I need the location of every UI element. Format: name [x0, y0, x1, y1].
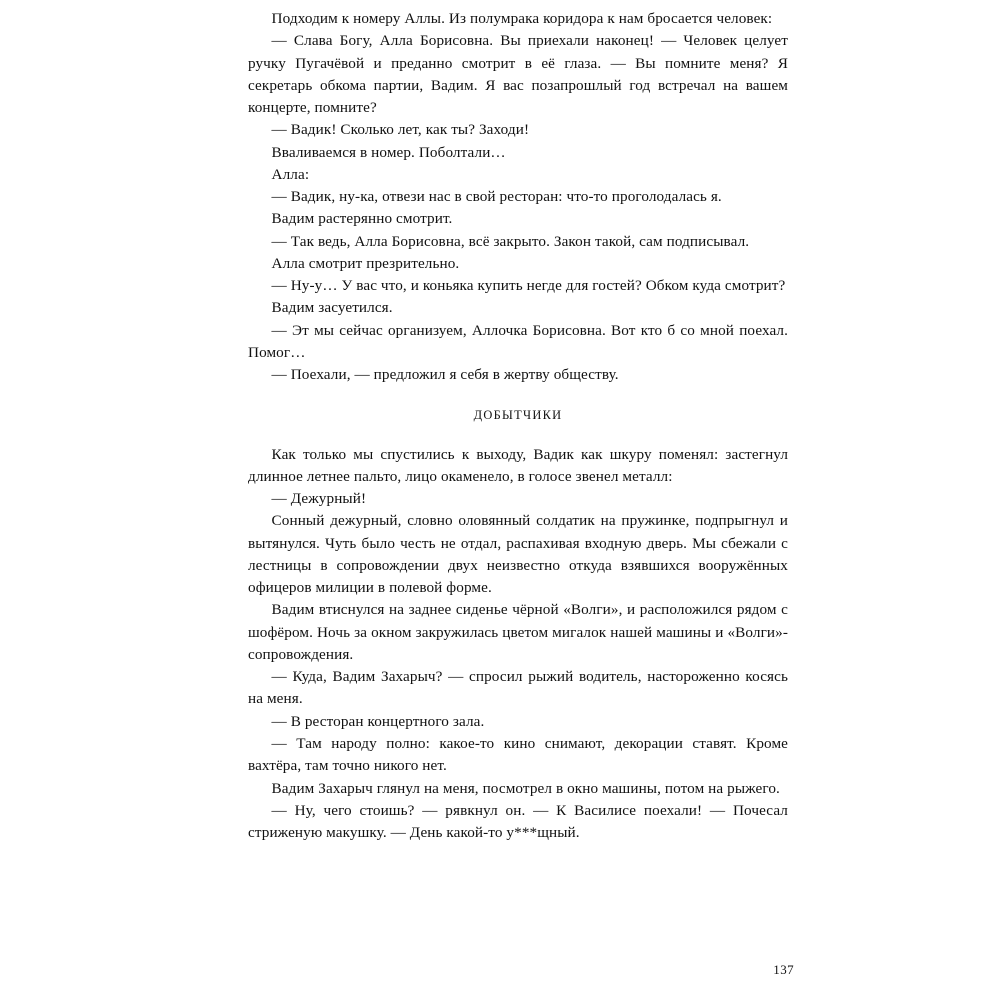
paragraph: — Вадик, ну-ка, отвези нас в свой ресторан: что-то проголодалась я. [271, 188, 722, 206]
paragraph: — Дежурный! [271, 490, 367, 508]
paragraph: — Ну, чего стоишь? — рявкнул он. — К Василисе поехали! — Почесал стриженую макушку. — День какой-то у***щный. [248, 801, 788, 842]
paragraph: — Куда, Вадим Захарыч? — спросил рыжий водитель, настороженно косясь на меня. [248, 668, 788, 708]
paragraph: Вадим Захарыч глянул на меня, посмотрел в окно машины, потом на рыжего. [271, 779, 780, 797]
paragraph: — Там народу полно: какое-то кино снимают, декорации ставят. Кроме вахтёра, там точно никого нет. [248, 734, 788, 775]
paragraph: Алла смотрит презрительно. [271, 254, 460, 272]
paragraph: — Эт мы сейчас организуем, Аллочка Борисовна. Вот кто б со мной поехал. Помог… [248, 321, 788, 361]
paragraph: — Вадик! Сколько лет, как ты? Заходи! [271, 121, 530, 139]
paragraph: — Поехали, — предложил я себя в жертву обществу. [271, 366, 619, 384]
paragraph: — Ну-у… У вас что, и коньяка купить негде для гостей? Обком куда смотрит? [271, 277, 786, 295]
paragraph: — В ресторан концертного зала. [271, 712, 485, 730]
page-number: 137 [773, 962, 794, 977]
paragraph: Вадим засуетился. [271, 299, 393, 317]
paragraph: Вваливаемся в номер. Поболтали… [271, 143, 506, 161]
paragraph: Подходим к номеру Аллы. Из полумрака коридора к нам бросается человек: [271, 10, 773, 27]
paragraph: Вадим растерянно смотрит. [271, 210, 453, 228]
paragraph: Вадим втиснулся на заднее сиденье чёрной «Волги», и расположился рядом с шофёром. Ночь за окном закружилась цветом мигалок нашей машины и «Волги»-сопровождения. [248, 601, 788, 663]
paragraph: — Так ведь, Алла Борисовна, всё закрыто. Закон такой, сам подписывал. [271, 232, 750, 250]
paragraph: — Слава Богу, Алла Борисовна. Вы приехали наконец! — Человек целует ручку Пугачёвой и преданно смотрит в её глаза. — Вы помните меня? Я секретарь обкома партии, Вадим. Я вас позапрошлый год встречал на вашем концерте, помните? [248, 32, 788, 117]
paragraph: Как только мы спустились к выходу, Вадик как шкуру поменял: застегнул длинное летнее пальто, лицо окаменело, в голосе звенел металл: [248, 445, 788, 485]
paragraph: Алла: [271, 165, 310, 183]
page-text-column [248, 8, 788, 844]
paragraph: Сонный дежурный, словно оловянный солдатик на пружинке, подпрыгнул и вытянулся. Чуть было честь не отдал, распахивая входную дверь. Мы сбежали с лестницы в сопровождении двух неизвестно откуда взявшихся вооружённых офицеров милиции в полевой форме. [248, 512, 788, 597]
section-heading: ДОБЫТЧИКИ [473, 407, 563, 422]
